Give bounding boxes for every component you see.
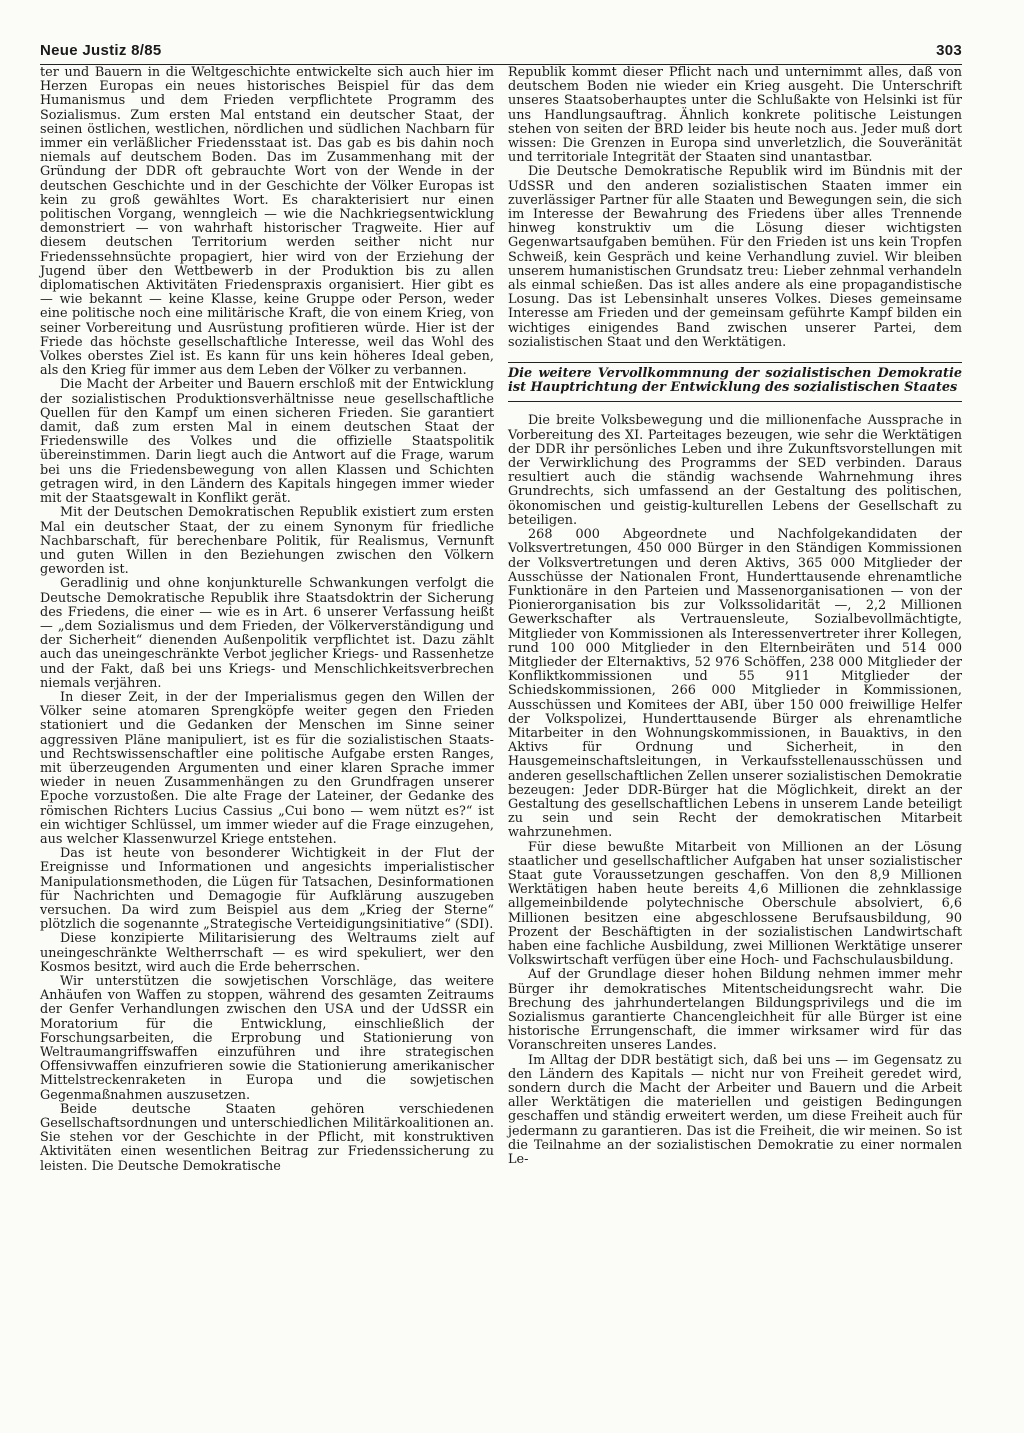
right-column bbox=[508, 66, 962, 1167]
journal-title: Neue Justiz 8/85 bbox=[40, 42, 162, 59]
paragraph: Für diese bewußte Mitarbeit von Millionen an der Lösung staatlicher und gesellschaftlicher Aufgaben hat unser sozialistischer Staat gute Voraussetzungen geschaffen. Von den 8,9 Millionen Werktätigen haben heute bereits 4,6 Millionen die zehnklassige allgemeinbildende polytechnische Oberschule absolviert, 6,6 Millionen besitzen eine abgeschlossene Berufsausbildung, 90 Prozent der Beschäftigten in der sozialistischen Landwirtschaft haben eine fachliche Ausbildung, zwei Millionen Werktätige unserer Volkswirtschaft verfügen über eine Hoch- und Fachschulausbildung. bbox=[508, 839, 962, 969]
paragraph: Republik kommt dieser Pflicht nach und unternimmt alles, daß von deutschem Boden nie wieder ein Krieg ausgeht. Die Unterschrift unseres Staatsoberhauptes unter die Schlußakte von Helsinki ist für uns Handlungsauftrag. Ähnlich konkrete politische Leistungen stehen von seiten der BRD leider bis heute noch aus. Jeder muß dort wissen: Die Grenzen in Europa sind unverletzlich, die Souveränität und territoriale Integrität der Staaten sind unantastbar. bbox=[508, 65, 962, 166]
page-number: 303 bbox=[936, 42, 962, 59]
paragraph: 268 000 Abgeordnete und Nachfolgekandidaten der Volksvertretungen, 450 000 Bürger in den Ständigen Kommissionen der Volksvertretungen und deren Aktivs, 365 000 Mitglieder der Ausschüsse der Nationalen Front, Hunderttausende ehrenamtliche Funktionäre in den Parteien und Massenorganisationen — von der Pionierorganisation bis zur Volkssolidarität —, 2,2 Millionen Gewerkschafter als Vertrauensleute, Sozialbevollmächtigte, Mitglieder von Kommissionen als Interessenvertreter ihrer Kollegen, rund 100 000 Mitglieder in den Elternbeiräten und 514 000 Mitglieder der Elternaktivs, 52 976 Schöffen, 238 000 Mitglieder der Konfliktkommissionen und 55 911 Mitglieder der Schiedskommissionen, 266 000 Mitglieder in Kommissionen, Ausschüssen und Komitees der ABI, über 150 000 freiwillige Helfer der Volkspolizei, Hunderttausende Bürger als ehrenamtliche Mitarbeiter in den Wohnungskommissionen, in Bauaktivs, in den Aktivs für Ordnung und Sicherheit, in den Hausgemeinschaftsleitungen, in Verkaufsstellenausschüssen und anderen gesellschaftlichen Zellen unserer sozialistischen Demokratie bezeugen: Jeder DDR-Bürger hat die Möglichkeit, direkt an der Gestaltung des gesellschaftlichen Lebens in unserem Lande beteiligt zu sein und sein Recht der demokratischen Mitarbeit wahrzunehmen. bbox=[508, 527, 962, 841]
paragraph: Auf der Grundlage dieser hohen Bildung nehmen immer mehr Bürger ihr demokratisches Mitentscheidungsrecht wahr. Die Brechung des jahrhundertelangen Bildungsprivilegs und die im Sozialismus garantierte Chancengleichheit für alle Bürger ist eine historische Errungenschaft, die immer wirksamer wird für das Voranschreiten unseres Landes. bbox=[508, 967, 962, 1054]
paragraph: In dieser Zeit, in der der Imperialismus gegen den Willen der Völker seine atomaren Sprengköpfe weiter gegen den Frieden stationiert und die Gedanken der Menschen im Sinne seiner aggressiven Pläne manipuliert, ist es für die sozialistischen Staats- und Rechtswissenschaftler eine politische Aufgabe ersten Ranges, mit überzeugenden Argumenten und einer klaren Sprache immer wieder in neuen Zusammenhängen zu den Grundfragen unserer Epoche vorzustoßen. Die alte Frage der Lateiner, der Gedanke des römischen Richters Lucius Cassius „Cui bono — wem nützt es?“ ist ein wichtiger Schlüssel, um immer wieder auf die Frage einzugehen, aus welcher Klassenwurzel Kriege entstehen. bbox=[40, 689, 494, 847]
paragraph: ter und Bauern in die Weltgeschichte entwickelte sich auch hier im Herzen Europas ein neues historisches Beispiel für das dem Humanismus und dem Frieden verpflichtete Programm des Sozialismus. Zum ersten Mal entstand ein deutscher Staat, der seinen östlichen, westlichen, nördlichen und südlichen Nachbarn für immer ein verläßlicher Friedensstaat ist. Das gab es bis dahin noch niemals auf deutschem Boden. Das im Zusammenhang mit der Gründung der DDR oft gebrauchte Wort von der Wende in der deutschen Geschichte und in der Geschichte der Völker Europas ist kein zu groß gewähltes Wort. Es charakterisiert nur einen politischen Vorgang, wenngleich — wie die Nachkriegsentwicklung demonstriert — von wahrhaft historischer Tragweite. Hier auf diesem deutschen Territorium werden seither nicht nur Friedenssehnsüchte propagiert, hier wird von der Erziehung der Jugend über den Wettbewerb in der Produktion bis zu allen diplomatischen Aktivitäten Friedenspraxis organisiert. Hier gibt es — wie bekannt — keine Klasse, keine Gruppe oder Person, weder eine politische noch eine militärische Kraft, die von einem Krieg, von seiner Vorbereitung und Ausrüstung profitieren würde. Hier ist der Friede das höchste gesellschaftliche Interesse, weil das Wohl des Volkes oberstes Ziel ist. Es kann für uns kein höheres Ideal geben, als den Krieg für immer aus dem Leben der Völker zu verbannen. bbox=[40, 65, 494, 379]
paragraph: Das ist heute von besonderer Wichtigkeit in der Flut der Ereignisse und Informationen und angesichts imperialistischer Manipulationsmethoden, die Lügen für Tatsachen, Desinformationen für Nachrichten und Demagogie für Aufklärung auszugeben versuchen. Da wird zum Beispiel aus dem „Krieg der Sterne“ plötzlich die sogenannte „Strategische Verteidigungsinitiative“ (SDI). bbox=[40, 846, 494, 933]
paragraph: Mit der Deutschen Demokratischen Republik existiert zum ersten Mal ein deutscher Staat, der zu einem Synonym für friedliche Nachbarschaft, für berechenbare Politik, für Realismus, Vernunft und guten Willen in den Beziehungen zwischen den Völkern geworden ist. bbox=[40, 505, 494, 578]
left-column bbox=[40, 66, 494, 1174]
paragraph: Die Deutsche Demokratische Republik wird im Bündnis mit der UdSSR und den anderen sozialistischen Staaten immer ein zuverlässiger Partner für alle Staaten und Bewegungen sein, die sich im Interesse der Bewahrung des Friedens über alles Trennende hinweg konstruktiv um die Lösung dieser wichtigsten Gegenwartsaufgaben bemühen. Für den Frieden ist uns kein Tropfen Schweiß, kein Gespräch und keine Verhandlung zuviel. Wir bleiben unserem humanistischen Grundsatz treu: Lieber zehnmal verhandeln als einmal schießen. Das ist alles andere als eine propagandistische Losung. Das ist Lebensinhalt unseres Volkes. Dieses gemeinsame Interesse am Frieden und der gemeinsam geführte Kampf bilden ein wichtiges einigendes Band zwischen unserer Partei, dem sozialistischen Staat und den Werktätigen. bbox=[508, 164, 962, 350]
paragraph: Die Macht der Arbeiter und Bauern erschloß mit der Entwicklung der sozialistischen Produktionsverhältnisse neue gesellschaftliche Quellen für den Kampf um einen sicheren Frieden. Sie garantiert damit, daß zum ersten Mal in einem deutschen Staat der Friedenswille des Volkes und die offizielle Staatspolitik übereinstimmen. Darin liegt auch die Antwort auf die Frage, warum bei uns die Friedensbewegung von allen Klassen und Schichten getragen wird, in den Ländern des Kapitals hingegen immer wieder mit der Staatsgewalt in Konflikt gerät. bbox=[40, 377, 494, 507]
paragraph: Im Alltag der DDR bestätigt sich, daß bei uns — im Gegensatz zu den Ländern des Kapitals — nicht nur von Freiheit geredet wird, sondern durch die Macht der Arbeiter und Bauern und die Arbeit aller Werktätigen die materiellen und geistigen Bedingungen geschaffen und ständig erweitert werden, um diese Freiheit auch für jedermann zu garantieren. Das ist die Freiheit, die wir meinen. So ist die Teilnahme an der sozialistischen Demokratie zu einer normalen Le- bbox=[508, 1052, 962, 1168]
paragraph: Wir unterstützen die sowjetischen Vorschläge, das weitere Anhäufen von Waffen zu stoppen, während des gesamten Zeitraums der Genfer Verhandlungen zwischen den USA und der UdSSR ein Moratorium für die Entwicklung, einschließlich der Forschungsarbeiten, die Erprobung und Stationierung von Weltraumangriffswaffen einzuführen und ihre strategischen Offensivwaffen einzufrieren sowie die Stationierung amerikanischer Mittelstreckenraketen in Europa und die sowjetischen Gegenmaßnahmen auszusetzen. bbox=[40, 974, 494, 1103]
section-heading: Die weitere Vervollkommnung der sozialistischen Demokratie ist Hauptrichtung der Entwicklung des sozialistischen Staates bbox=[508, 362, 962, 402]
paragraph: Geradlinig und ohne konjunkturelle Schwankungen verfolgt die Deutsche Demokratische Republik ihre Staatsdoktrin der Sicherung des Friedens, die einer — wie es in Art. 6 unserer Verfassung heißt — „dem Sozialismus und dem Frieden, der Völkerverständigung und der Sicherheit“ dienenden Außenpolitik verpflichtet ist. Dazu zählt auch das uneingeschränkte Verbot jeglicher Kriegs- und Rassenhetze und der Fakt, daß bei uns Kriegs- und Menschlichkeitsverbrechen niemals verjähren. bbox=[40, 576, 494, 691]
paragraph: Beide deutsche Staaten gehören verschiedenen Gesellschaftsordnungen und unterschiedlichen Militärkoalitionen an. Sie stehen vor der Geschichte in der Pflicht, mit konstruktiven Aktivitäten einen wesentlichen Beitrag zur Friedenssicherung zu leisten. Die Deutsche Demokratische bbox=[40, 1101, 494, 1174]
paragraph: Diese konzipierte Militarisierung des Weltraums zielt auf uneingeschränkte Weltherrschaft — es wird spekuliert, wer den Kosmos besitzt, wird auch die Erde beherrschen. bbox=[40, 931, 494, 975]
paragraph: Die breite Volksbewegung und die millionenfache Aussprache in Vorbereitung des XI. Parteitages bezeugen, wie sehr die Werktätigen der DDR ihr persönliches Leben und ihre Zukunftsvorstellungen mit der Verwirklichung des Programms der SED verbinden. Daraus resultiert auch die ständig wachsende Wahrnehmung ihres Grundrechts, sich umfassend an der Gestaltung des politischen, ökonomischen und geistig-kulturellen Lebens der Gesellschaft zu beteiligen. bbox=[508, 413, 962, 528]
running-header bbox=[40, 40, 962, 65]
